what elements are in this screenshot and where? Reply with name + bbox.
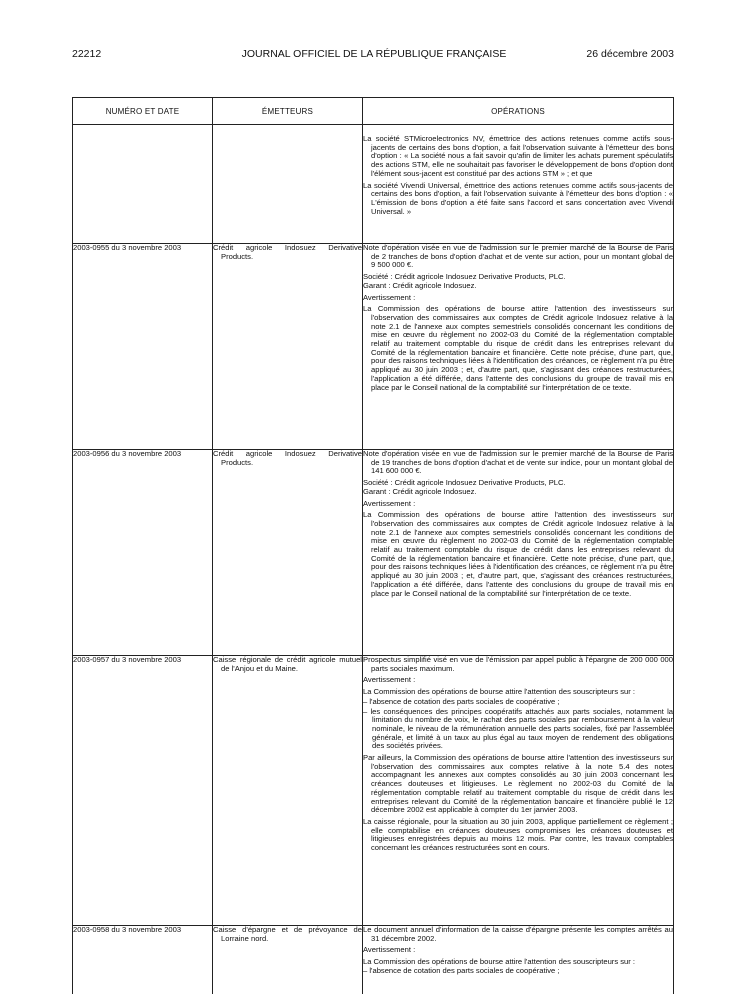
column-header-operations: OPÉRATIONS: [363, 98, 674, 125]
emetteur-name: Caisse régionale de crédit agricole mutuel de l'Anjou et du Maine.: [213, 655, 362, 673]
operations-cell: [363, 656, 674, 926]
emetteur-name: Caisse d'épargne et de prévoyance de Lorraine nord.: [213, 925, 362, 943]
emetteur-cell: [213, 125, 363, 244]
operations-cell: [363, 244, 674, 450]
operation-paragraph: Prospectus simplifié visé en vue de l'émission par appel public à l'épargne de 200 000 000 parts sociales maximum.: [363, 655, 673, 673]
column-header-numero: NUMÉRO ET DATE: [73, 98, 213, 125]
operation-paragraph: La société Vivendi Universal, émettrice des actions retenues comme actifs sous-jacents de certains des bons d'option, a fait l'observation suivante à l'émetteur des bons d'option : « L'émission de bons d'option a été faite sans l'accord et sans concertation avec Vivendi Universal. »: [363, 180, 673, 216]
operations-table: [72, 97, 674, 994]
emetteur-cell: [213, 244, 363, 450]
page-number: 22212: [72, 48, 102, 60]
issue-date: 26 décembre 2003: [586, 48, 674, 60]
table-header-row: [73, 98, 674, 125]
emetteur-cell: [213, 450, 363, 656]
operation-paragraph: Société : Crédit agricole Indosuez Derivative Products, PLC.: [363, 478, 566, 488]
numero-cell: 2003-0956 du 3 novembre 2003: [73, 450, 213, 656]
operation-paragraph: Société : Crédit agricole Indosuez Derivative Products, PLC.: [363, 272, 566, 282]
table-row: [73, 450, 674, 656]
operation-paragraph: Avertissement :: [363, 498, 416, 508]
operation-paragraph: Avertissement :: [363, 945, 416, 955]
operation-paragraph: Note d'opération visée en vue de l'admission sur le premier marché de la Bourse de Paris de 2 tranches de bons d'option d'achat et de vente sur action, pour un montant global de 9 500 000 €.: [363, 243, 673, 270]
column-header-emetteurs: ÉMETTEURS: [213, 98, 363, 125]
operation-paragraph: Le document annuel d'information de la caisse d'épargne présente les comptes arrêtés au 31 décembre 2002.: [363, 925, 673, 943]
table-row: [73, 244, 674, 450]
operation-paragraph: Par ailleurs, la Commission des opérations de bourse attire l'attention des investisseurs sur l'observation des commissaires aux comptes relative à la note 5.4 des notes accompagnant les annexes aux comptes consolidés au 30 juin 2003 concernant les créances douteuses et litigieuses. Le règlement no 2002-03 du Comité de la réglementation comptable relatif au traitement comptable du risque de crédit dans les entreprises relevant du Comité de la réglementation bancaire et financière publié le 12 décembre 2002 est applicable à compter du 1er janvier 2003.: [363, 753, 673, 815]
bullet-item: – les conséquences des principes coopératifs attachés aux parts sociales, notamment la limitation du nombre de voix, le rachat des parts sociales par remboursement à la valeur nominale, le niveau de la rémunération annuelle des parts sociales, fixé par l'assemblée générale, et limité à un taux au plus égal au taux moyen de rendement des obligations des sociétés privées.: [363, 706, 673, 751]
numero-cell: [73, 125, 213, 244]
operation-paragraph: La Commission des opérations de bourse attire l'attention des investisseurs sur l'observation des commissaires aux comptes de Crédit agricole Indosuez relative à la note 2.1 de l'annexe aux comptes semestriels consolidés concernant les conditions de mise en œuvre du règlement no 2002-03 du Comité de la réglementation comptable relatif au traitement comptable du risque de crédit dans les entreprises relevant du Comité de la réglementation bancaire et financière. Cette note précise, d'une part, que, pour des raisons techniques liées à l'identification des créances, ce règlement n'a pu être appliqué au 30 juin 2003 ; et, d'autre part, que, s'agissant des créances restructurées, l'application a été différée, dans l'attente des conclusions du groupe de travail mis en place par le Conseil national de la comptabilité sur l'interprétation de ce texte.: [363, 304, 673, 392]
operation-paragraph: La caisse régionale, pour la situation au 30 juin 2003, applique partiellement ce règlement ; elle comptabilise en créances douteuses compromises les créances douteuses et litigieuses enregistrées depuis au moins 12 mois. Par contre, les travaux comptables concernant les créances restructurées sont en cours.: [363, 816, 673, 853]
operation-paragraph: La Commission des opérations de bourse attire l'attention des souscripteurs sur :: [363, 687, 636, 697]
bullet-item: – l'absence de cotation des parts sociales de coopérative ;: [363, 965, 560, 975]
numero-cell: 2003-0957 du 3 novembre 2003: [73, 656, 213, 926]
numero-cell: 2003-0955 du 3 novembre 2003: [73, 244, 213, 450]
operation-paragraph: Avertissement :: [363, 675, 416, 685]
operation-paragraph: La société STMicroelectronics NV, émettrice des actions retenues comme actifs sous-jacents de certains des bons d'option, a fait l'observation suivante à l'émetteur des bons d'option : « La société nous a fait savoir qu'afin de limiter les achats purement spéculatifs des actions STM, elle ne souhaitait pas favoriser le développement de bons d'option dont l'élément sous-jacent est constitué par des actions STM » ; et que: [363, 134, 673, 178]
journal-title: JOURNAL OFFICIEL DE LA RÉPUBLIQUE FRANÇAISE: [241, 48, 507, 60]
table-row: [73, 125, 674, 244]
operation-paragraph: La Commission des opérations de bourse attire l'attention des investisseurs sur l'observation des commissaires aux comptes de Crédit agricole Indosuez relative à la note 2.1 de l'annexe aux comptes semestriels consolidés concernant les conditions de mise en œuvre du règlement no 2002-03 du Comité de la réglementation comptable relatif au traitement comptable du risque de crédit dans les entreprises relevant du Comité de la réglementation bancaire et financière. Cette note précise, d'une part, que, pour des raisons techniques liées à l'identification des créances, ce règlement n'a pu être appliqué au 30 juin 2003 ; et, d'autre part, que, s'agissant des créances restructurées, l'application a été différée, dans l'attente des conclusions du groupe de travail mis en place par le Conseil national de la comptabilité sur l'interprétation de ce texte.: [363, 510, 673, 598]
operation-paragraph: Avertissement :: [363, 292, 416, 302]
operation-paragraph: Garant : Crédit agricole Indosuez.: [363, 280, 477, 290]
operation-paragraph: Note d'opération visée en vue de l'admission sur le premier marché de la Bourse de Paris de 19 tranches de bons d'option d'achat et de vente sur indice, pour un montant global de 141 600 000 €.: [363, 449, 673, 476]
emetteur-name: Crédit agricole Indosuez Derivative Products.: [213, 243, 362, 261]
numero-cell: 2003-0958 du 3 novembre 2003: [73, 926, 213, 994]
operation-paragraph: Garant : Crédit agricole Indosuez.: [363, 486, 477, 496]
operations-cell: [363, 125, 674, 244]
emetteur-cell: [213, 656, 363, 926]
bullet-item: – l'absence de cotation des parts sociales de coopérative ;: [363, 696, 560, 706]
operation-paragraph: La Commission des opérations de bourse attire l'attention des souscripteurs sur :: [363, 957, 636, 967]
table-row: [73, 926, 674, 994]
emetteur-cell: [213, 926, 363, 994]
table-row: [73, 656, 674, 926]
operations-cell: [363, 926, 674, 994]
emetteur-name: Crédit agricole Indosuez Derivative Products.: [213, 449, 362, 467]
operations-cell: [363, 450, 674, 656]
